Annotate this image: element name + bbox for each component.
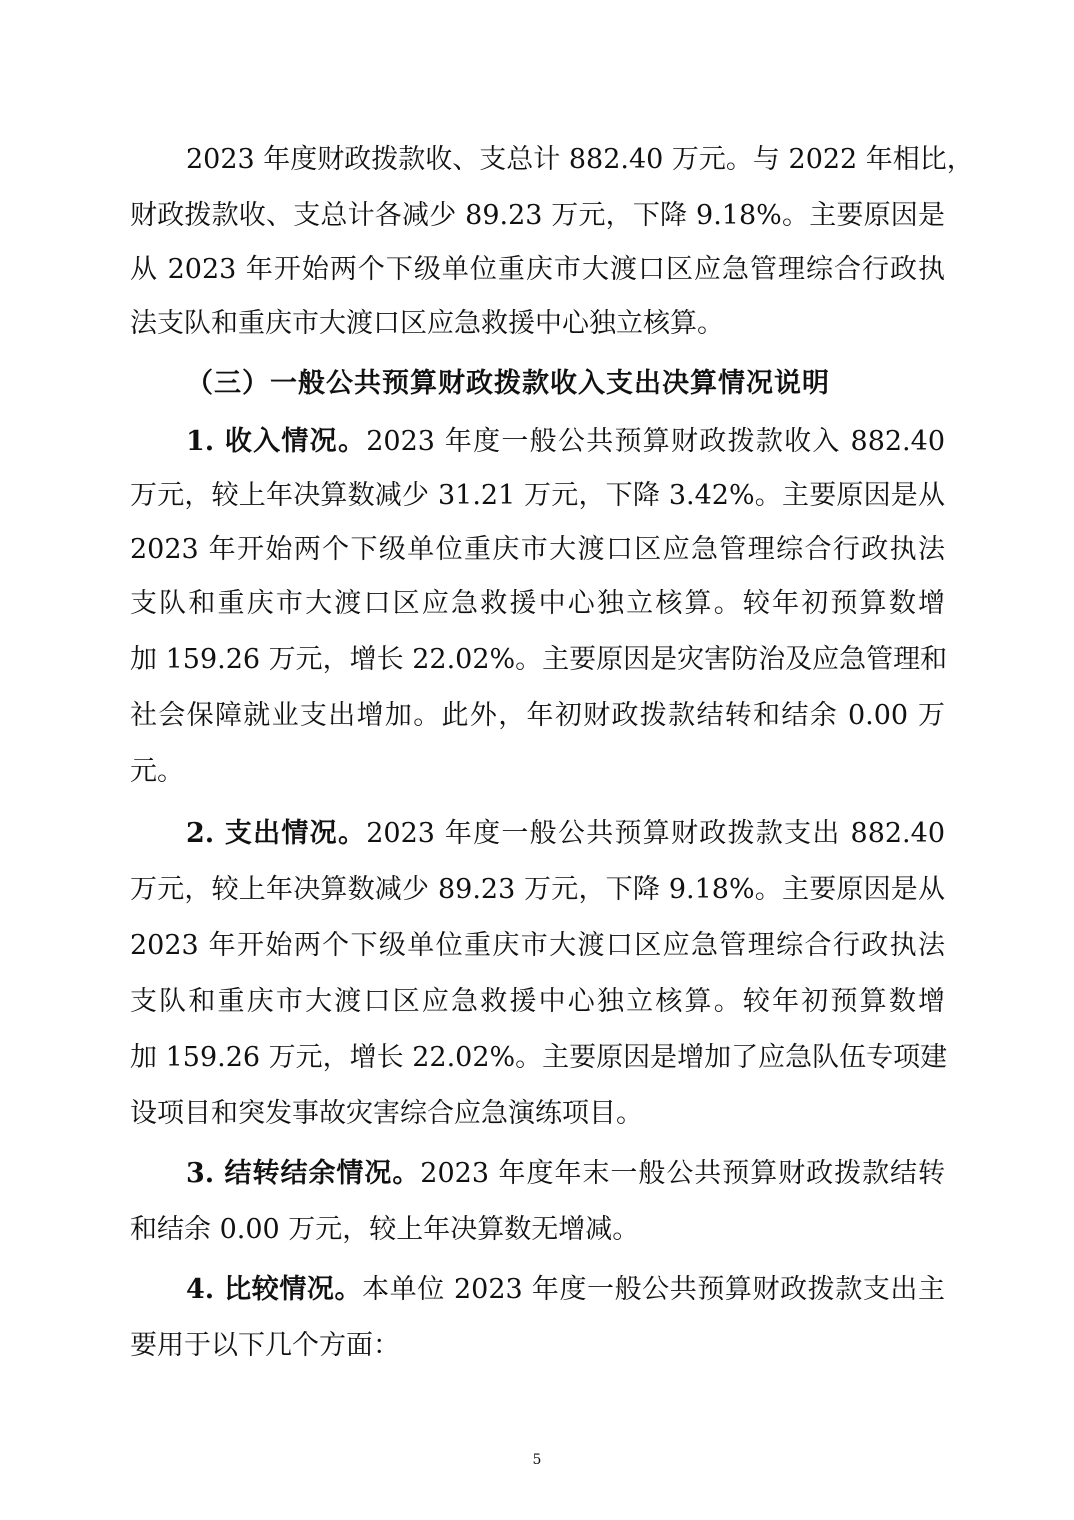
paragraph-line — [130, 1097, 945, 1131]
line-text: 万元，较上年决算数减少 31.21 万元，下降 3.42%。主要原因是从 — [130, 480, 945, 511]
paragraph-line — [130, 587, 945, 621]
line-text: 财政拨款收、支总计各减少 89.23 万元，下降 9.18%。主要原因是 — [130, 200, 945, 231]
paragraph-line — [130, 985, 945, 1019]
line-text: 2023 年开始两个下级单位重庆市大渡口区应急管理综合行政执法 — [130, 534, 945, 565]
line-text: 加 159.26 万元，增长 22.02%。主要原因是灾害防治及应急管理和 — [130, 644, 948, 675]
line-text: 2023 年开始两个下级单位重庆市大渡口区应急管理综合行政执法 — [130, 930, 945, 961]
paragraph-line — [130, 199, 945, 233]
paragraph-line — [186, 143, 974, 177]
line-text: 法支队和重庆市大渡口区应急救援中心独立核算。 — [130, 308, 724, 339]
paragraph-line — [186, 1157, 945, 1191]
paragraph-line — [186, 817, 945, 851]
paragraph-line — [130, 253, 945, 287]
line-text: 本单位 2023 年度一般公共预算财政拨款支出主 — [362, 1274, 945, 1305]
page-number: 5 — [532, 1452, 542, 1468]
paragraph-line — [130, 533, 945, 567]
line-text: 万元，较上年决算数减少 89.23 万元，下降 9.18%。主要原因是从 — [130, 874, 945, 905]
paragraph-line — [130, 479, 945, 513]
paragraph-line — [130, 873, 945, 907]
paragraph-line — [130, 307, 945, 341]
paragraph-line — [186, 425, 945, 459]
paragraph-line — [130, 755, 945, 789]
line-text: 加 159.26 万元，增长 22.02%。主要原因是增加了应急队伍专项建 — [130, 1042, 948, 1073]
item-lead: 4. 比较情况。 — [186, 1274, 363, 1305]
paragraph-line — [130, 699, 945, 733]
line-text: 从 2023 年开始两个下级单位重庆市大渡口区应急管理综合行政执 — [130, 254, 945, 285]
line-text: 支队和重庆市大渡口区应急救援中心独立核算。较年初预算数增 — [130, 588, 945, 619]
line-text: 社会保障就业支出增加。此外，年初财政拨款结转和结余 0.00 万 — [130, 700, 945, 731]
paragraph-line — [130, 929, 945, 963]
line-text: 要用于以下几个方面： — [130, 1330, 400, 1361]
paragraph-line — [130, 1041, 948, 1075]
line-text: 2023 年度一般公共预算财政拨款收入 882.40 — [366, 426, 945, 457]
line-text: 设项目和突发事故灾害综合应急演练项目。 — [130, 1098, 643, 1129]
item-lead: 1. 收入情况。 — [186, 426, 367, 457]
item-lead: 3. 结转结余情况。 — [186, 1158, 421, 1189]
paragraph-line — [130, 643, 948, 677]
line-text: 支队和重庆市大渡口区应急救援中心独立核算。较年初预算数增 — [130, 986, 945, 1017]
paragraph-line — [130, 1213, 945, 1247]
section-heading: （三）一般公共预算财政拨款收入支出决算情况说明 — [186, 368, 830, 399]
item-lead: 2. 支出情况。 — [186, 818, 367, 849]
line-text: 和结余 0.00 万元，较上年决算数无增减。 — [130, 1214, 640, 1245]
paragraph-line — [186, 1273, 945, 1307]
line-text: 元。 — [130, 756, 184, 787]
line-text: 2023 年度财政拨款收、支总计 882.40 万元。与 2022 年相比， — [186, 144, 974, 175]
line-text: 2023 年度一般公共预算财政拨款支出 882.40 — [366, 818, 945, 849]
paragraph-line — [130, 1329, 945, 1363]
line-text: 2023 年度年末一般公共预算财政拨款结转 — [420, 1158, 945, 1189]
